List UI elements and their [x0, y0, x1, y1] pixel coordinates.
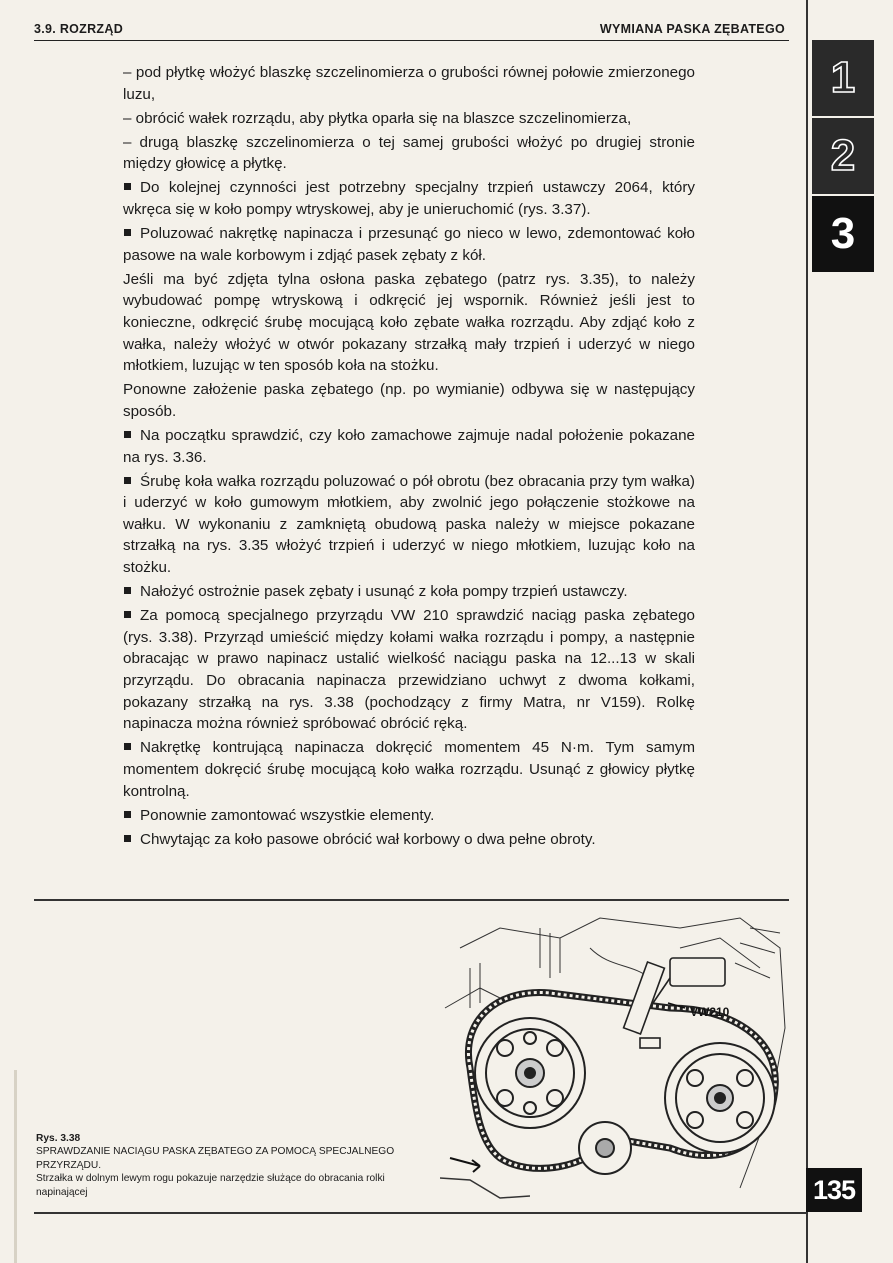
body-text	[123, 62, 695, 853]
figure-caption	[36, 1132, 436, 1199]
bullet-paragraph	[123, 805, 695, 827]
paragraph	[123, 132, 695, 175]
bullet-icon	[124, 835, 131, 842]
paragraph-text: – obrócić wałek rozrządu, aby płytka oparła się na blaszce szczelinomierza,	[123, 109, 632, 127]
chapter-tab-3[interactable]: 3	[812, 196, 874, 272]
paragraph	[123, 62, 695, 105]
paragraph	[123, 379, 695, 422]
bullet-icon	[124, 229, 131, 236]
paragraph-text: Jeśli ma być zdjęta tylna osłona paska zębatego (patrz rys. 3.35), to należy wybudować pompę wtryskową i odkręcić jej wspornik. Również jeśli jest to konieczne, odkręcić śrubę mocującą koło zębate wałka rozrządu. Aby zdjąć koło z wałka, należy włożyć w otwór pokazany strzałką mały trzpień i uderzyć w niego młotkiem, luzując w ten sposób koła na stożku.	[123, 270, 695, 375]
paragraph-text: Ponowne założenie paska zębatego (np. po wymianie) odbywa się w następujący sposób.	[123, 381, 695, 420]
scan-edge	[14, 1070, 17, 1263]
paragraph-text: Poluzować nakrętkę napinacza i przesunąć go nieco w lewo, zdemontować koło pasowe na wale korbowym i zdjąć pasek zębaty z kół.	[123, 225, 695, 264]
bullet-paragraph	[123, 223, 695, 266]
figure-caption-text: Strzałka w dolnym lewym rogu pokazuje narzędzie służące do obracania rolki napinającej	[36, 1173, 385, 1198]
bullet-paragraph	[123, 605, 695, 735]
paragraph-text: Śrubę koła wałka rozrządu poluzować o pół obrotu (bez obracania przy tym wałka) i uderzyć w koło gumowym młotkiem, aby zwolnić jego połączenie stożkowe na wałku. W wykonaniu z zamkniętą obudową paska należy w miejsce pokazane strzałką na rys. 3.35 włożyć trzpień i uderzyć w niego młotkiem, luzując koło na stożku.	[123, 472, 695, 577]
bullet-paragraph	[123, 829, 695, 851]
paragraph	[123, 108, 695, 130]
paragraph-text: Ponownie zamontować wszystkie elementy.	[140, 806, 435, 824]
figure-caption-title: SPRAWDZANIE NACIĄGU PASKA ZĘBATEGO ZA POMOCĄ SPECJALNEGO PRZYRZĄDU.	[36, 1146, 395, 1171]
margin-rule	[806, 0, 808, 1263]
paragraph-text: Na początku sprawdzić, czy koło zamachowe zajmuje nadal położenie pokazane na rys. 3.36.	[123, 427, 695, 466]
figure-number: Rys. 3.38	[36, 1133, 81, 1144]
footer-rule	[34, 1212, 806, 1214]
section-label: 3.9. ROZRZĄD	[34, 22, 124, 36]
bullet-paragraph	[123, 425, 695, 468]
bullet-icon	[124, 183, 131, 190]
bullet-paragraph	[123, 737, 695, 802]
paragraph	[123, 269, 695, 377]
bullet-icon	[124, 431, 131, 438]
page-number: 135	[806, 1168, 862, 1212]
page-header	[34, 18, 789, 41]
bullet-paragraph	[123, 471, 695, 579]
paragraph-text: Za pomocą specjalnego przyrządu VW 210 sprawdzić naciąg paska zębatego (rys. 3.38). Przyrząd umieścić między kołami wałka rozrządu i pompy, a następnie obracając w prawo napinacz ustalić wielkość naciągu paska na 12...13 w skali przyrządu. Do obracania napinacza przewidziano uchwyt z dwoma kołkami, pokazany strzałką na rys. 3.38 (pochodzący z firmy Matra, nr V159). Rolkę napinacza można również spróbować obrócić ręką.	[123, 607, 695, 733]
paragraph-text: – drugą blaszkę szczelinomierza o tej samej grubości włożyć po drugiej stronie między głowicę a płytkę.	[123, 133, 695, 173]
bullet-icon	[124, 477, 131, 484]
figure-divider	[34, 899, 789, 901]
belt-tension-illustration	[440, 908, 790, 1208]
bullet-paragraph	[123, 177, 695, 220]
running-title: WYMIANA PASKA ZĘBATEGO	[599, 22, 785, 36]
paragraph-text: Nakrętkę kontrującą napinacza dokręcić momentem 45 N·m. Tym samym momentem dokręcić śrubę mocującą koło wałka rozrządu. Usunąć z głowicy płytkę kontrolną.	[123, 739, 695, 800]
tool-label: VW210	[690, 1005, 730, 1019]
chapter-tab-1[interactable]: 1	[812, 40, 874, 116]
bullet-icon	[124, 611, 131, 618]
bullet-icon	[124, 811, 131, 818]
paragraph-text: Chwytając za koło pasowe obrócić wał korbowy o dwa pełne obroty.	[140, 830, 596, 848]
paragraph-text: Do kolejnej czynności jest potrzebny specjalny trzpień ustawczy 2064, który wkręca się w koło pompy wtryskowej, aby je unieruchomić (rys. 3.37).	[123, 179, 695, 219]
paragraph-text: Nałożyć ostrożnie pasek zębaty i usunąć z koła pompy trzpień ustawczy.	[140, 583, 628, 601]
bullet-paragraph	[123, 581, 695, 603]
bullet-icon	[124, 587, 131, 594]
bullet-icon	[124, 743, 131, 750]
chapter-tab-2[interactable]: 2	[812, 118, 874, 194]
paragraph-text: – pod płytkę włożyć blaszkę szczelinomierza o grubości równej połowie zmierzonego luzu,	[123, 64, 695, 103]
